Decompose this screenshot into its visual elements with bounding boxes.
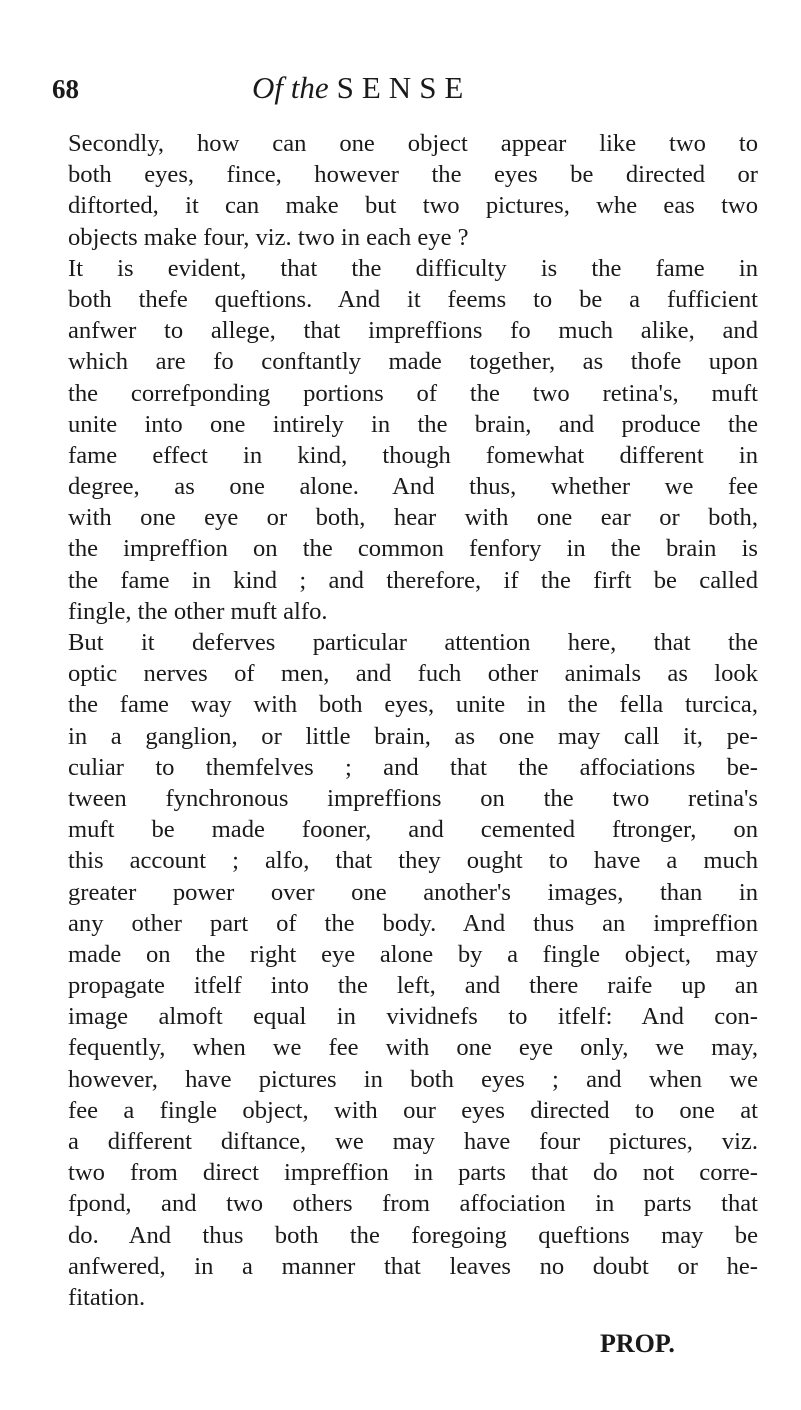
text-line: both eyes, fince, however the eyes be directed or bbox=[68, 161, 758, 189]
catchword: PROP. bbox=[600, 1329, 675, 1358]
text-line: But it deferves particular attention here, that the bbox=[68, 629, 758, 656]
text-line: any other part of the body. And thus an impreffion bbox=[68, 909, 758, 937]
text-line: muft be made fooner, and cemented ftronger, on bbox=[68, 816, 758, 844]
text-line: the fame way with both eyes, unite in the fella turcica, bbox=[68, 691, 758, 719]
running-head-prefix: Of the bbox=[252, 70, 329, 105]
text-line: culiar to themfelves ; and that the affociations be- bbox=[68, 753, 758, 781]
text-line: the correfponding portions of the two retina's, muft bbox=[68, 379, 758, 407]
running-head bbox=[252, 70, 471, 106]
page-number: 68 bbox=[52, 74, 79, 104]
text-line: fitation. bbox=[68, 1283, 146, 1311]
page-header bbox=[52, 70, 752, 114]
text-line: It is evident, that the difficulty is the fame in bbox=[68, 254, 758, 282]
text-line: fpond, and two others from affociation in parts that bbox=[68, 1190, 758, 1218]
text-line: propagate itfelf into the left, and there raife up an bbox=[68, 972, 758, 1000]
body-text bbox=[68, 128, 758, 1313]
text-line: diftorted, it can make but two pictures, whe eas two bbox=[68, 192, 758, 220]
text-line: made on the right eye alone by a fingle object, may bbox=[68, 940, 758, 968]
text-line: a different diftance, we may have four pictures, viz. bbox=[68, 1128, 758, 1155]
text-line: in a ganglion, or little brain, as one may call it, pe- bbox=[68, 722, 758, 750]
text-line: Secondly, how can one object appear like two to bbox=[68, 130, 758, 157]
text-line: fingle, the other muft alfo. bbox=[68, 597, 328, 625]
text-line: optic nerves of men, and fuch other animals as look bbox=[68, 660, 758, 688]
text-line: degree, as one alone. And thus, whether we fee bbox=[68, 473, 758, 501]
text-line: the fame in kind ; and therefore, if the firft be called bbox=[68, 566, 758, 594]
text-line: fame effect in kind, though fomewhat different in bbox=[68, 441, 758, 469]
text-line: both thefe queftions. And it feems to be a fufficient bbox=[68, 285, 758, 313]
text-line: image almoft equal in vividnefs to itfelf: And con- bbox=[68, 1003, 758, 1031]
text-line: objects make four, viz. two in each eye ? bbox=[68, 223, 469, 251]
running-head-title: SENSE bbox=[336, 70, 472, 105]
text-line: this account ; alfo, that they ought to have a much bbox=[68, 847, 758, 875]
text-line: do. And thus both the foregoing queftions may be bbox=[68, 1221, 758, 1249]
text-line: with one eye or both, hear with one ear or both, bbox=[68, 504, 758, 532]
text-line: greater power over one another's images, than in bbox=[68, 878, 758, 906]
text-line: anfwered, in a manner that leaves no doubt or he- bbox=[68, 1252, 758, 1280]
text-line: anfwer to allege, that impreffions fo much alike, and bbox=[68, 317, 758, 345]
text-line: however, have pictures in both eyes ; and when we bbox=[68, 1065, 758, 1093]
text-line: fee a fingle object, with our eyes directed to one at bbox=[68, 1096, 758, 1124]
text-line: which are fo conftantly made together, as thofe upon bbox=[68, 348, 758, 376]
text-line: fequently, when we fee with one eye only, we may, bbox=[68, 1034, 758, 1062]
text-line: tween fynchronous impreffions on the two retina's bbox=[68, 784, 758, 812]
text-line: unite into one intirely in the brain, and produce the bbox=[68, 410, 758, 438]
text-line: the impreffion on the common fenfory in the brain is bbox=[68, 535, 758, 563]
text-line: two from direct impreffion in parts that do not corre- bbox=[68, 1159, 758, 1187]
